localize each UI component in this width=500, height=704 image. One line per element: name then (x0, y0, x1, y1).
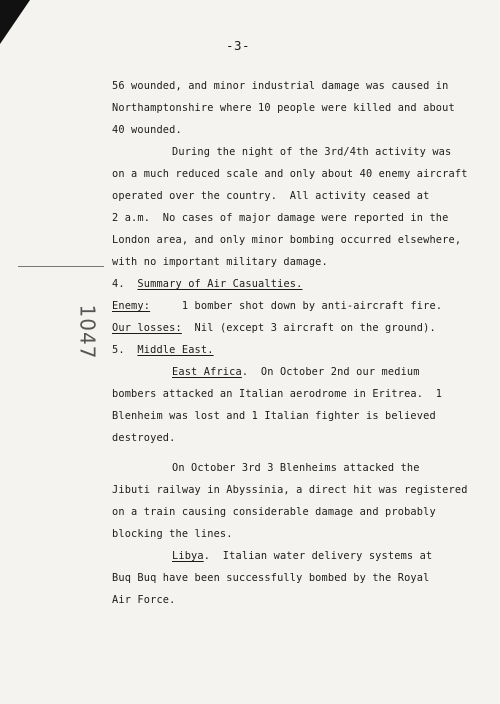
text-line (172, 146, 451, 158)
page-corner-fold (0, 0, 30, 44)
text-segment: London area, and only minor bombing occurred elsewhere, (112, 234, 462, 246)
text-line (112, 190, 429, 202)
text-segment: Nil (except 3 aircraft on the ground). (181, 322, 436, 334)
handwritten-margin-note: 1047 (75, 304, 100, 360)
text-segment: . Italian water delivery systems at (203, 550, 433, 562)
underlined-heading: Summary of Air Casualties. (137, 278, 303, 290)
text-line (112, 256, 328, 268)
text-segment: Buq Buq have been successfully bombed by the Royal (112, 572, 430, 584)
underlined-heading: Enemy: (112, 300, 151, 312)
text-segment: on a train causing considerable damage and probably (112, 506, 436, 518)
text-line (112, 388, 442, 400)
text-segment: On October 3rd 3 Blenheims attacked the (172, 462, 420, 474)
margin-rule (18, 266, 104, 267)
text-segment: Blenheim was lost and 1 Italian fighter is believed (112, 410, 436, 422)
text-segment: . On October 2nd our medium (241, 366, 420, 378)
underlined-heading: Our losses: (112, 322, 182, 334)
page-number: -3- (226, 38, 251, 53)
text-segment: 40 wounded. (112, 124, 182, 136)
text-line (112, 344, 214, 356)
text-segment: blocking the lines. (112, 528, 233, 540)
text-segment: on a much reduced scale and only about 40 enemy aircraft (112, 168, 468, 180)
text-segment: 5. (112, 344, 138, 356)
underlined-heading: Middle East. (137, 344, 214, 356)
text-line (172, 366, 420, 378)
text-line (112, 484, 468, 496)
text-segment: Air Force. (112, 594, 176, 606)
text-line (172, 550, 432, 562)
text-line (112, 234, 461, 246)
text-line (112, 300, 442, 312)
text-line (112, 506, 436, 518)
text-line (112, 322, 436, 334)
text-line (112, 80, 449, 92)
text-line (172, 462, 420, 474)
text-segment: 4. (112, 278, 138, 290)
underlined-heading: East Africa (172, 366, 242, 378)
text-segment: 2 a.m. No cases of major damage were reported in the (112, 212, 449, 224)
text-line (112, 432, 176, 444)
text-segment: Northamptonshire where 10 people were killed and about (112, 102, 455, 114)
text-segment: Jibuti railway in Abyssinia, a direct hit was registered (112, 484, 468, 496)
text-segment: destroyed. (112, 432, 176, 444)
text-line (112, 528, 233, 540)
text-line (112, 102, 455, 114)
text-line (112, 594, 176, 606)
text-line (112, 278, 303, 290)
text-line (112, 572, 429, 584)
text-line (112, 410, 436, 422)
text-segment: During the night of the 3rd/4th activity was (172, 146, 452, 158)
text-segment: bombers attacked an Italian aerodrome in Eritrea. 1 (112, 388, 443, 400)
text-line (112, 124, 182, 136)
underlined-heading: Libya (172, 550, 204, 562)
text-segment: operated over the country. All activity ceased at (112, 190, 430, 202)
text-line (112, 168, 468, 180)
text-segment: with no important military damage. (112, 256, 328, 268)
text-segment: 1 bomber shot down by anti-aircraft fire. (150, 300, 443, 312)
text-segment: 56 wounded, and minor industrial damage was caused in (112, 80, 449, 92)
text-line (112, 212, 449, 224)
